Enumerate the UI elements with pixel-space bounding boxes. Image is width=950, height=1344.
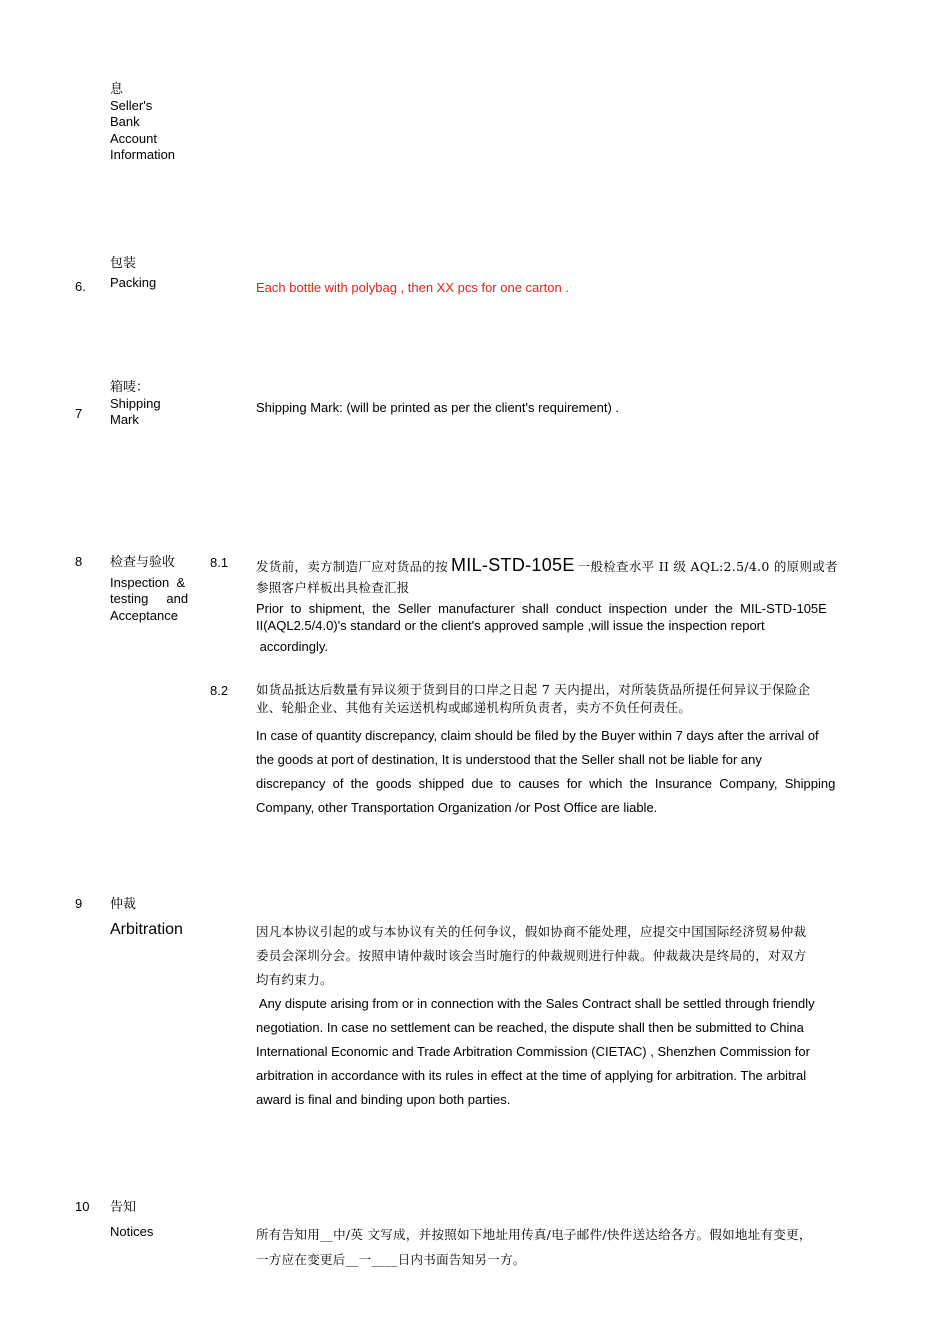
clause-8-1 [256,553,886,655]
section-label [110,379,161,429]
section-label-en: testing and [110,591,189,606]
bank-label-line: Seller's [110,97,153,113]
bank-label-line: 息 [110,81,124,96]
section-label-en: Mark [110,412,139,427]
section-label-en: Arbitration [110,921,183,938]
section-label-zh: 检查与验收 [110,554,176,569]
section-label-en: Shipping [110,395,161,411]
clause-zh: 因凡本协议引起的或与本协议有关的任何争议，假如协商不能处理，应提交中国国际经济贸易仲裁 [256,924,807,939]
section-label-zh: 仲裁 [110,896,137,911]
bank-account-label [110,81,175,164]
bank-label-line: Bank [110,114,140,129]
standard-code: MIL-STD-105E [451,555,575,575]
section-label-en: Notices [110,1224,154,1239]
clause-zh: 一般检查水平 II 级 AQL:2.5/4.0 的原则或者 [577,559,838,574]
section-number: 8 [75,554,83,569]
bank-label-line: Information [110,147,176,162]
section-label-en: Acceptance [110,607,178,623]
packing-text: Each bottle with polybag , then XX pcs for one carton . [256,280,569,295]
clause-zh: 委员会深圳分会。按照申请仲裁时该会当时施行的仲裁规则进行仲裁。仲裁裁决是终局的，对双方 [256,948,807,963]
section-label-zh: 包装 [110,255,137,270]
section-label-zh: 箱唛： [110,379,150,394]
clause-en: Prior to shipment, the Seller manufacturer shall conduct inspection under the MIL-STD-105E [256,601,827,616]
clause-zh: 所有告知用__中/英 文写成，并按照如下地址用传真/电子邮件/快件送达给各方。假如地址有变更， [256,1227,812,1242]
section-number: 6. [75,279,86,294]
clause-en: In case of quantity discrepancy, claim should be filed by the Buyer within 7 days after the arrival of [256,728,819,743]
clause-en: arbitration in accordance with its rules in effect at the time of applying for arbitration. The arbitral [256,1068,807,1083]
clause-8-2 [256,681,886,820]
clause-en: discrepancy of the goods shipped due to causes for which the Insurance Company, Shipping [256,776,836,791]
section-number: 10 [75,1199,90,1214]
clause-zh: 发货前，卖方制造厂应对货品的按 [256,559,449,574]
bank-label-line: Account [110,130,157,146]
clause-number: 8.1 [210,555,229,570]
section-label-zh: 告知 [110,1199,137,1214]
section-number: 9 [75,896,83,911]
arbitration-text [256,920,886,1112]
clause-zh: 均有约束力。 [256,972,333,987]
clause-zh: 参照客户样板出具检查汇报 [256,580,410,595]
section-number: 7 [75,406,83,421]
clause-number: 8.2 [210,683,229,698]
section-label [110,554,194,624]
notices-text [256,1222,886,1272]
clause-zh: 一方应在变更后__一____日内书面告知另一方。 [256,1252,526,1267]
clause-zh: 如货品抵达后数量有异议须于货到目的口岸之日起 7 天内提出，对所装货品所提任何异议于保险企 [256,682,811,697]
clause-en: Company, other Transportation Organization /or Post Office are liable. [256,800,658,815]
clause-zh: 业、轮船企业、其他有关运送机构或邮递机构所负责者，卖方不负任何责任。 [256,700,692,715]
clause-en: negotiation. In case no settlement can be reached, the dispute shall then be submitted to China [256,1020,804,1035]
clause-en: International Economic and Trade Arbitration Commission (CIETAC) , Shenzhen Commission for [256,1044,810,1059]
clause-en: Any dispute arising from or in connection with the Sales Contract shall be settled through friendly [256,996,815,1011]
section-label-en: Packing [110,275,157,290]
shipping-mark-text: Shipping Mark: (will be printed as per the client's requirement) . [256,400,620,415]
section-label-en: Inspection & [110,574,186,590]
clause-en: accordingly. [256,639,329,654]
clause-en: II(AQL2.5/4.0)'s standard or the client's approved sample ,will issue the inspection report [256,618,765,633]
clause-en: the goods at port of destination, It is understood that the Seller shall not be liable for any [256,752,762,767]
clause-en: award is final and binding upon both parties. [256,1092,511,1107]
